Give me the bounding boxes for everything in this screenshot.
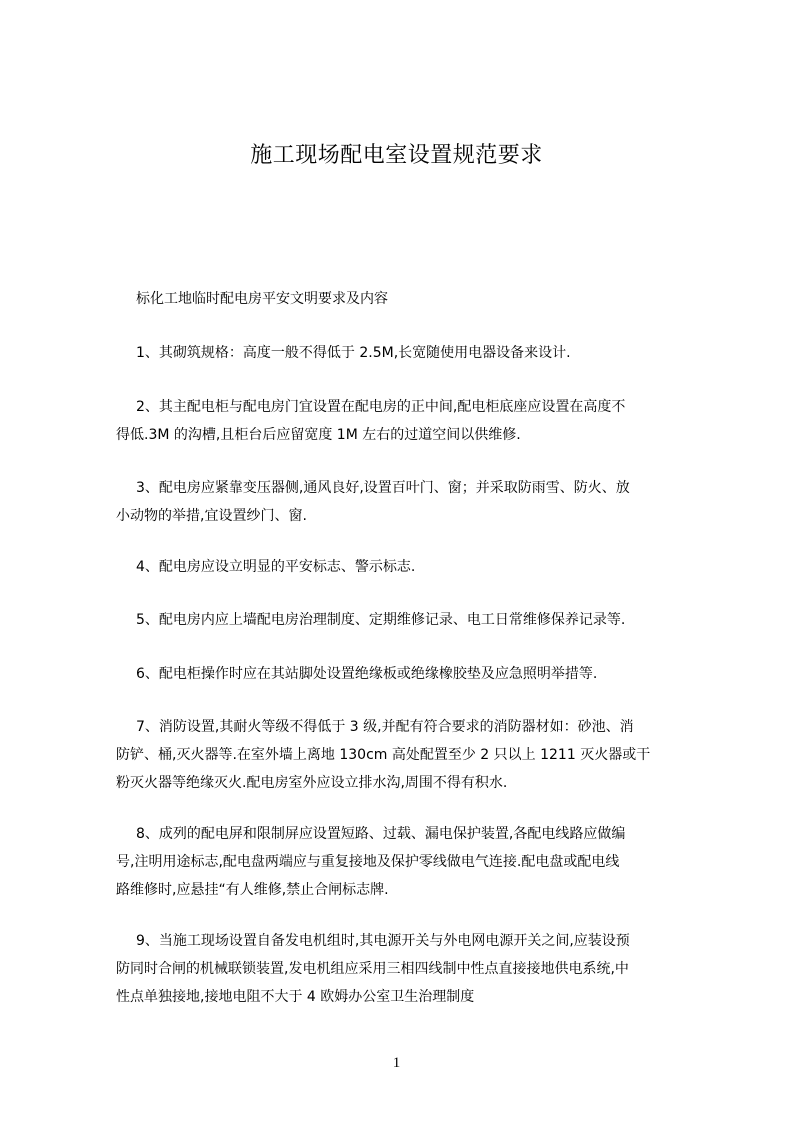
item-4-line-1: 4、配电房应设立明显的平安标志、警示标志.	[136, 559, 416, 575]
item-9-line-2: 防同时合闸的机械联锁装置,发电机组应采用三相四线制中性点直接接地供电系统,中	[116, 961, 629, 977]
subtitle-paragraph	[116, 285, 716, 313]
item-2-line-1: 2、其主配电柜与配电房门宜设置在配电房的正中间,配电柜底座应设置在高度不	[136, 399, 626, 415]
item-7-paragraph	[116, 713, 716, 797]
item-8-paragraph	[116, 820, 716, 904]
item-2-paragraph	[116, 393, 716, 449]
item-3-line-2: 小动物的举措,宜设置纱门、窗.	[116, 508, 307, 524]
item-4-paragraph	[116, 553, 716, 581]
item-8-line-3: 路维修时,应悬挂“有人维修,禁止合闸标志牌.	[116, 882, 389, 898]
page-title: 施工现场配电室设置规范要求	[250, 143, 543, 168]
subtitle-line: 标化工地临时配电房平安文明要求及内容	[136, 291, 388, 307]
item-3-paragraph	[116, 474, 716, 530]
item-6-paragraph	[116, 660, 716, 688]
item-7-line-3: 粉灭火器等绝缘灭火.配电房室外应设立排水沟,周围不得有积水.	[116, 775, 508, 791]
item-7-line-2: 防铲、桶,灭火器等.在室外墙上离地 130cm 高处配置至少 2 只以上 1211 灭火器或干	[116, 747, 651, 763]
item-3-line-1: 3、配电房应紧靠变压器侧,通风良好,设置百叶门、窗；并采取防雨雪、防火、放	[136, 480, 630, 496]
item-9-line-1: 9、当施工现场设置自备发电机组时,其电源开关与外电网电源开关之间,应装设预	[136, 933, 630, 949]
item-1-line-1: 1、其砌筑规格：高度一般不得低于 2.5M,长宽随使用电器设备来设计.	[136, 345, 571, 361]
item-9-paragraph	[116, 927, 716, 1011]
item-1-paragraph	[116, 339, 716, 367]
item-9-line-3: 性点单独接地,接地电阻不大于 4 欧姆办公室卫生治理制度	[116, 989, 475, 1005]
item-6-line-1: 6、配电柜操作时应在其站脚处设置绝缘板或绝缘橡胶垫及应急照明举措等.	[136, 666, 598, 682]
item-8-line-1: 8、成列的配电屏和限制屏应设置短路、过载、漏电保护装置,各配电线路应做编	[136, 826, 626, 842]
item-5-line-1: 5、配电房内应上墙配电房治理制度、定期维修记录、电工日常维修保养记录等.	[136, 612, 626, 628]
page-number: 1	[392, 1055, 401, 1071]
item-8-line-2: 号,注明用途标志,配电盘两端应与重复接地及保护零线做电气连接.配电盘或配电线	[116, 854, 620, 870]
item-2-line-2: 得低.3M 的沟槽,且柜台后应留宽度 1M 左右的过道空间以供维修.	[116, 427, 521, 443]
item-5-paragraph	[116, 606, 716, 634]
item-7-line-1: 7、消防设置,其耐火等级不得低于 3 级,并配有符合要求的消防器材如：砂池、消	[136, 719, 634, 735]
